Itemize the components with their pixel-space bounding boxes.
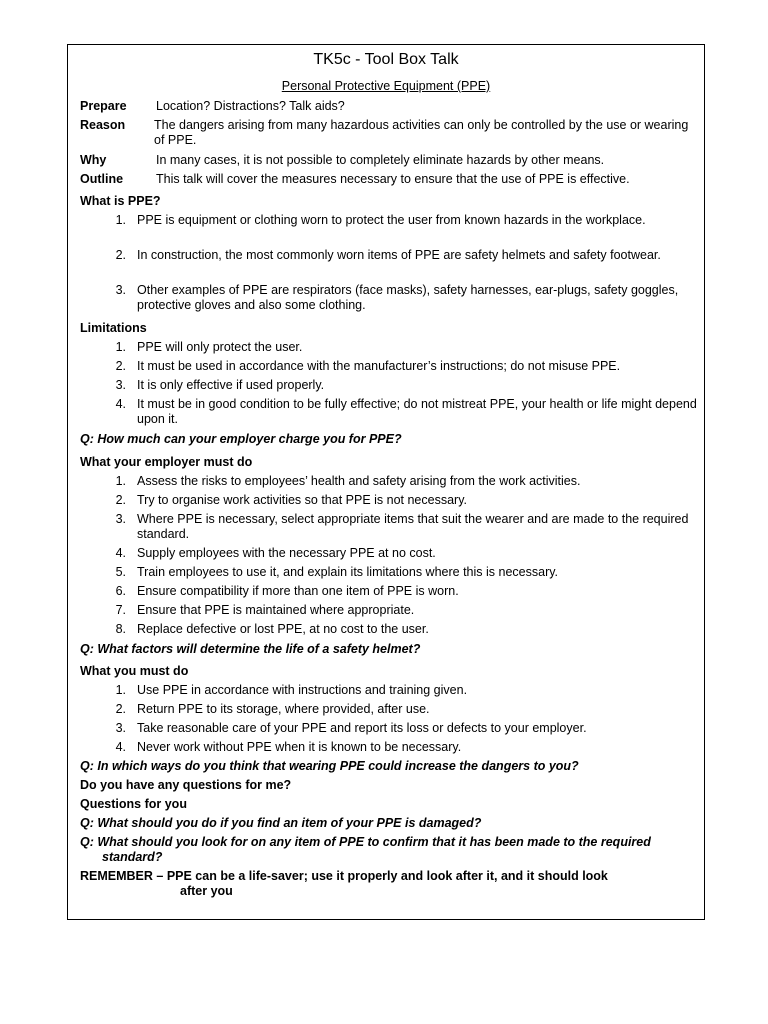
list-number: 1.	[115, 474, 126, 488]
list-number: 3.	[115, 378, 126, 392]
remember-continuation: after you	[180, 884, 233, 898]
employer-heading: What your employer must do	[80, 455, 253, 469]
list-number: 2.	[115, 248, 126, 262]
question-employer-charge: Q: How much can your employer charge you for PPE?	[80, 432, 402, 446]
list-item: Take reasonable care of your PPE and report its loss or defects to your employer.	[137, 721, 587, 735]
list-item: Train employees to use it, and explain its limitations where this is necessary.	[137, 565, 559, 579]
toolbox-talk-sheet	[67, 44, 705, 920]
list-item: Assess the risks to employees’ health and safety arising from the work activities.	[137, 474, 581, 488]
list-item: Use PPE in accordance with instructions and training given.	[137, 683, 468, 697]
list-item: Ensure compatibility if more than one item of PPE is worn.	[137, 584, 459, 598]
list-number: 4.	[115, 740, 126, 754]
why-text: In many cases, it is not possible to completely eliminate hazards by other means.	[156, 153, 605, 167]
list-number: 1.	[115, 340, 126, 354]
questions-for-you-heading: Questions for you	[80, 797, 187, 811]
remember-note	[80, 869, 690, 899]
remember-text: REMEMBER – PPE can be a life-saver; use it properly and look after it, and it should look	[80, 869, 608, 883]
list-item: Supply employees with the necessary PPE at no cost.	[137, 546, 436, 560]
list-item: PPE is equipment or clothing worn to protect the user from known hazards in the workplace.	[137, 213, 646, 227]
list-item: It is only effective if used properly.	[137, 378, 325, 392]
list-number: 2.	[115, 493, 126, 507]
list-number: 3.	[115, 283, 126, 297]
list-number: 6.	[115, 584, 126, 598]
outline-text: This talk will cover the measures necessary to ensure that the use of PPE is effective.	[156, 172, 630, 186]
list-number: 4.	[115, 397, 126, 411]
list-number: 2.	[115, 359, 126, 373]
limitations-heading: Limitations	[80, 321, 147, 335]
what-is-ppe-heading: What is PPE?	[80, 194, 161, 208]
list-item: Try to organise work activities so that PPE is not necessary.	[137, 493, 467, 507]
reason-text: The dangers arising from many hazardous activities can only be controlled by the use or wearing of PPE.	[154, 118, 689, 147]
question-damaged-ppe: Q: What should you do if you find an item of your PPE is damaged?	[80, 816, 482, 830]
list-number: 3.	[115, 512, 126, 526]
any-questions-heading: Do you have any questions for me?	[80, 778, 292, 792]
why-label: Why	[80, 153, 107, 167]
list-item: It must be in good condition to be fully effective; do not mistreat PPE, your health or life might depend upon it.	[137, 397, 697, 426]
list-number: 1.	[115, 683, 126, 697]
list-number: 3.	[115, 721, 126, 735]
list-number: 1.	[115, 213, 126, 227]
list-number: 4.	[115, 546, 126, 560]
list-item: Where PPE is necessary, select appropriate items that suit the wearer and are made to the required standard.	[137, 512, 689, 541]
prepare-text: Location? Distractions? Talk aids?	[156, 99, 345, 113]
page-title: TK5c - Tool Box Talk	[313, 51, 459, 68]
reason-label: Reason	[80, 118, 126, 132]
question-helmet-life: Q: What factors will determine the life of a safety helmet?	[80, 642, 421, 656]
list-number: 2.	[115, 702, 126, 716]
list-item: It must be used in accordance with the manufacturer’s instructions; do not misuse PPE.	[137, 359, 621, 373]
list-item: Replace defective or lost PPE, at no cost to the user.	[137, 622, 429, 636]
you-heading: What you must do	[80, 664, 189, 678]
question-increase-dangers: Q: In which ways do you think that wearing PPE could increase the dangers to you?	[80, 759, 579, 773]
list-item: Return PPE to its storage, where provided, after use.	[137, 702, 430, 716]
list-number: 7.	[115, 603, 126, 617]
question-required-standard: Q: What should you look for on any item of PPE to confirm that it has been made to the required standard?	[80, 835, 651, 864]
list-item: Other examples of PPE are respirators (face masks), safety harnesses, ear-plugs, safety goggles, protective gloves and also some clothing.	[137, 283, 679, 312]
list-item: In construction, the most commonly worn items of PPE are safety helmets and safety footwear.	[137, 248, 661, 262]
list-number: 5.	[115, 565, 126, 579]
list-item: Ensure that PPE is maintained where appropriate.	[137, 603, 415, 617]
page-subtitle: Personal Protective Equipment (PPE)	[281, 79, 491, 93]
list-item: Never work without PPE when it is known to be necessary.	[137, 740, 462, 754]
list-item: PPE will only protect the user.	[137, 340, 303, 354]
prepare-label: Prepare	[80, 99, 127, 113]
list-number: 8.	[115, 622, 126, 636]
outline-label: Outline	[80, 172, 124, 186]
